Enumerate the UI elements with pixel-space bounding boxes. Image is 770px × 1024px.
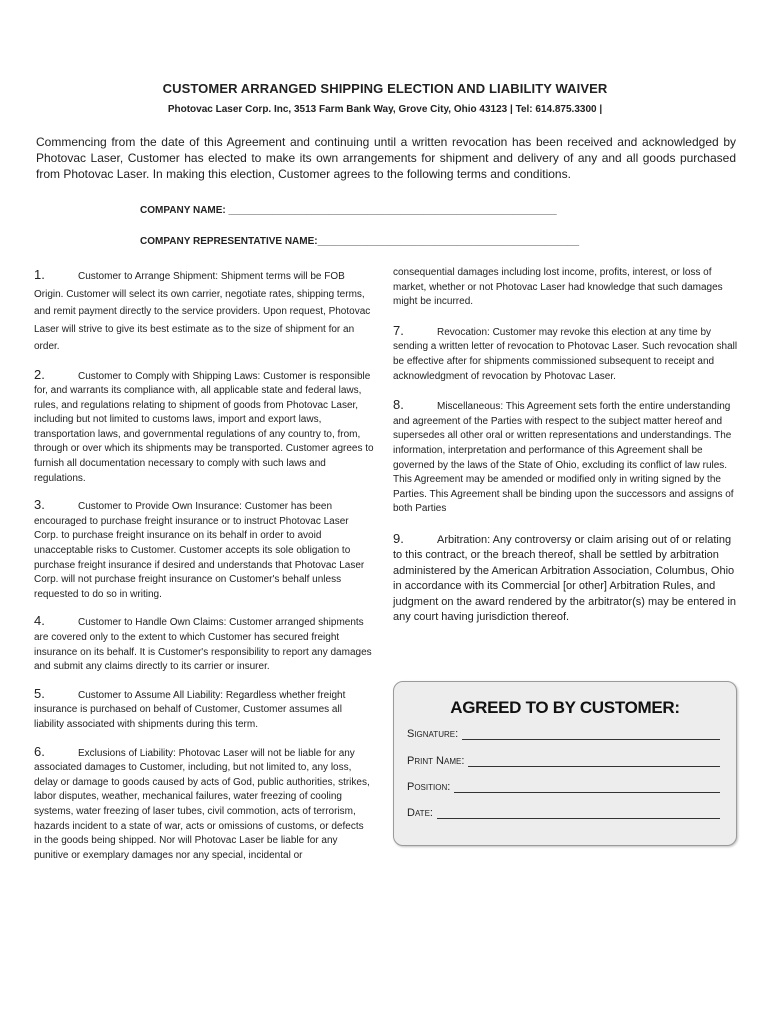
signature-row — [407, 728, 720, 740]
position-label: Position: — [407, 781, 451, 793]
section-9 — [393, 531, 738, 626]
section-number: 9. — [393, 530, 404, 546]
section-1 — [34, 266, 374, 356]
terms-left-column — [34, 266, 374, 873]
section-number: 1. — [34, 267, 45, 282]
terms-right-column — [393, 266, 738, 636]
company-representative-field[interactable]: COMPANY REPRESENTATIVE NAME:_______________________________________________ — [140, 236, 579, 247]
section-5 — [34, 687, 374, 733]
signature-line[interactable] — [462, 729, 720, 740]
signature-label: Signature: — [407, 728, 459, 740]
agreement-title: AGREED TO BY CUSTOMER: — [450, 698, 680, 717]
company-name-field[interactable]: COMPANY NAME: ___________________________________________________________ — [140, 205, 557, 216]
section-number: 5. — [34, 685, 45, 701]
intro-paragraph: Commencing from the date of this Agreement and continuing until a written revocation has been received and acknowledged by Photovac Laser, Customer has elected to make its own arrangements for shipment and delivery of any and all goods purchased from Photovac Laser. In making this election, Customer agrees to the following terms and conditions. — [36, 135, 736, 181]
date-row — [407, 807, 720, 819]
date-line[interactable] — [437, 808, 720, 819]
section-text: Exclusions of Liability: Photovac Laser will not be liable for any associated damages to Customer, including, but not limited to, any loss, delay or damage to goods caused by acts of God, public authorities, strikes, labor disputes, weather, mechanical failures, water freezing of cooling systems, water freezing of laser tubes, civil commotion, acts of terrorism, hazards incident to a state of war, acts or omissions of customs, or defects in the goods being shipped. Nor will Photovac Laser be liable for any punitive or exemplary damages nor any special, incidental or — [34, 747, 370, 861]
section-text: Arbitration: Any controversy or claim arising out of or relating to this contract, or the breach thereof, shall be settled by arbitration administered by the American Arbitration Association, Columbus, Ohio in accordance with its Commercial [or other] Arbitration Rules, and judgment on the award rendered by the arbitrator(s) may be entered in any court having jurisdiction thereof. — [393, 533, 737, 624]
section-number: 2. — [34, 366, 45, 382]
section-3 — [34, 498, 374, 602]
section-number: 7. — [393, 322, 404, 338]
section-number: 8. — [393, 397, 404, 413]
section-number: 6. — [34, 743, 45, 759]
section-text: Customer to Handle Own Claims: Customer arranged shipments are covered only to the extent to which Customer has secured freight insurance on its behalf. It is Customer's responsibility to report any damages and submit any claims directly to its carrier or insurer. — [34, 617, 372, 673]
date-label: Date: — [407, 807, 433, 819]
section-7 — [393, 324, 738, 384]
position-line[interactable] — [454, 782, 720, 793]
customer-agreement-box — [393, 681, 737, 846]
print-name-label: Print Name: — [407, 755, 465, 767]
section-text: Customer to Arrange Shipment: Shipment terms will be FOB Origin. Customer will select its own carrier, negotiate rates, shipping terms, and remit payment directly to the service providers. Upon request, Photovac Laser will strive to give its best estimate as to the size of shipment for an order. — [34, 271, 371, 352]
section-text: consequential damages including lost income, profits, interest, or loss of market, whether or not Photovac Laser had knowledge that such damages might be incurred. — [393, 267, 723, 308]
section-text: Customer to Assume All Liability: Regardless whether freight insurance is purchased on behalf of Customer, Customer assumes all liability associated with shipments during this term. — [34, 689, 346, 730]
section-6-continued — [393, 266, 738, 310]
section-number: 4. — [34, 613, 45, 629]
section-text: Customer to Provide Own Insurance: Customer has been encouraged to purchase freight insurance or to instruct Photovac Laser Corp. to purchase freight insurance on its behalf in order to avoid unacceptable risks to Customer. Customer accepts its sole obligation to purchase freight insurance if desired and understands that Photovac Laser Corp. will not purchase freight insurance on Customer's behalf unless requested to do so in writing. — [34, 501, 365, 600]
section-text: Customer to Comply with Shipping Laws: Customer is responsible for, and warrants its compliance with, all applicable state and federal laws, rules, and regulations relating to shipment of goods from Photovac Laser, including but not limited to customs laws, import and export laws, transportation laws, and governmental regulations of any country to, from, through or over which its shipments may be transported. Customer agrees to furnish all documentation necessary to comply with such laws and regulations. — [34, 370, 374, 484]
print-name-line[interactable] — [468, 756, 720, 767]
section-number: 3. — [34, 497, 45, 513]
document-title: CUSTOMER ARRANGED SHIPPING ELECTION AND LIABILITY WAIVER — [162, 81, 608, 96]
company-address: Photovac Laser Corp. Inc, 3513 Farm Bank Way, Grove City, Ohio 43123 | Tel: 614.875.3300 | — [167, 104, 603, 115]
section-6 — [34, 745, 374, 864]
print-name-row — [407, 755, 720, 767]
section-4 — [34, 614, 374, 674]
section-text: Miscellaneous: This Agreement sets forth the entire understanding and agreement of the Parties with respect to the subject matter hereof and supersedes all other oral or written representations and understandings. The information, interpretation and performance of this Agreement shall be governed by the laws of the State of Ohio, excluding its conflict of law rules. This Agreement may be amended or modified only in writing signed by the Parties. This Agreement shall be binding upon the successors and assigns of both Parties — [393, 401, 734, 515]
position-row — [407, 781, 720, 793]
section-text: Revocation: Customer may revoke this election at any time by sending a written letter of revocation to Photovac Laser. Such revocation shall be effective after for shipments commissioned subsequent to receipt and acknowledgment of revocation by Photovac Laser. — [393, 326, 738, 382]
section-8 — [393, 398, 738, 517]
section-2 — [34, 368, 374, 487]
